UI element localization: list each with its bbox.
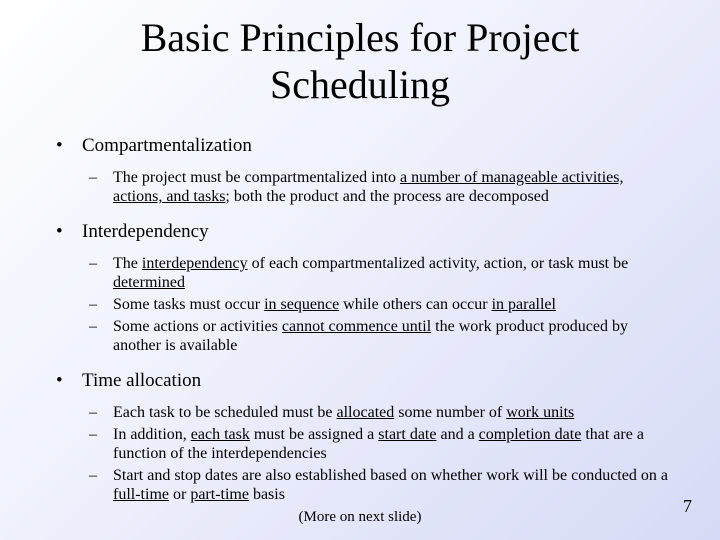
dash-icon: –: [89, 467, 97, 484]
text-segment: The project must be compartmentalized into: [113, 169, 401, 186]
underlined-phrase: each task: [190, 426, 250, 443]
text-segment: that are a function of the interdependencies: [113, 426, 644, 462]
underlined-phrase: allocated: [336, 404, 395, 421]
underlined-phrase: in parallel: [491, 296, 556, 313]
sub-list: [56, 254, 676, 355]
bullet-dot-icon: •: [56, 221, 63, 242]
text-segment: Each task to be scheduled must be: [113, 404, 337, 421]
text-segment: The: [113, 255, 142, 272]
text-segment: In addition,: [113, 426, 191, 443]
text-segment: Some actions or activities: [113, 318, 282, 335]
slide-content: [56, 134, 676, 518]
slide-title: [0, 14, 720, 108]
sub-item: [56, 295, 676, 314]
dash-icon: –: [89, 404, 97, 421]
bullet-item: [56, 369, 676, 393]
bullet-dot-icon: •: [56, 135, 63, 156]
underlined-phrase: completion date: [478, 426, 582, 443]
text-segment: ; both the product and the process are decomposed: [225, 188, 549, 205]
sub-item: [56, 466, 676, 504]
dash-icon: –: [89, 169, 97, 186]
underlined-phrase: interdependency: [141, 255, 248, 272]
bullet-item: [56, 220, 676, 244]
text-segment: the work product produced by another is available: [113, 318, 628, 354]
bullet-label: Interdependency: [82, 221, 209, 242]
text-segment: Some tasks must occur: [113, 296, 265, 313]
text-segment: of each compartmentalized activity, action, or task must be: [247, 255, 629, 272]
text-segment: or: [168, 486, 191, 503]
sub-item: [56, 403, 676, 422]
dash-icon: –: [89, 296, 97, 313]
bullet-label: Time allocation: [82, 370, 202, 391]
sub-list: [56, 168, 676, 206]
underlined-phrase: part-time: [190, 486, 249, 503]
bullet-item: [56, 134, 676, 158]
underlined-phrase: cannot commence until: [281, 318, 432, 335]
text-segment: some number of: [394, 404, 507, 421]
bullet-label: Compartmentalization: [82, 135, 252, 156]
text-segment: while others can occur: [339, 296, 492, 313]
underlined-phrase: work units: [506, 404, 575, 421]
dash-icon: –: [89, 255, 97, 272]
underlined-phrase: determined: [113, 274, 185, 291]
underlined-phrase: in sequence: [264, 296, 340, 313]
sub-item: [56, 168, 676, 206]
dash-icon: –: [89, 426, 97, 443]
page-number: 7: [683, 496, 692, 516]
dash-icon: –: [89, 318, 97, 335]
sub-item: [56, 254, 676, 292]
sub-list: [56, 403, 676, 504]
text-segment: must be assigned a: [249, 426, 379, 443]
sub-item: [56, 425, 676, 463]
bullet-dot-icon: •: [56, 370, 63, 391]
underlined-phrase: full-time: [113, 486, 169, 503]
text-segment: and a: [436, 426, 479, 443]
title-line-2: Scheduling: [270, 62, 450, 107]
sub-item: [56, 317, 676, 355]
underlined-phrase: start date: [378, 426, 437, 443]
underlined-phrase: a number of manageable activities, actions, and tasks: [113, 169, 624, 205]
text-segment: Start and stop dates are also established based on whether work will be conducted on a: [113, 467, 668, 484]
footer-note: (More on next slide): [298, 509, 422, 525]
text-segment: basis: [248, 486, 285, 503]
title-line-1: Basic Principles for Project: [140, 15, 580, 60]
